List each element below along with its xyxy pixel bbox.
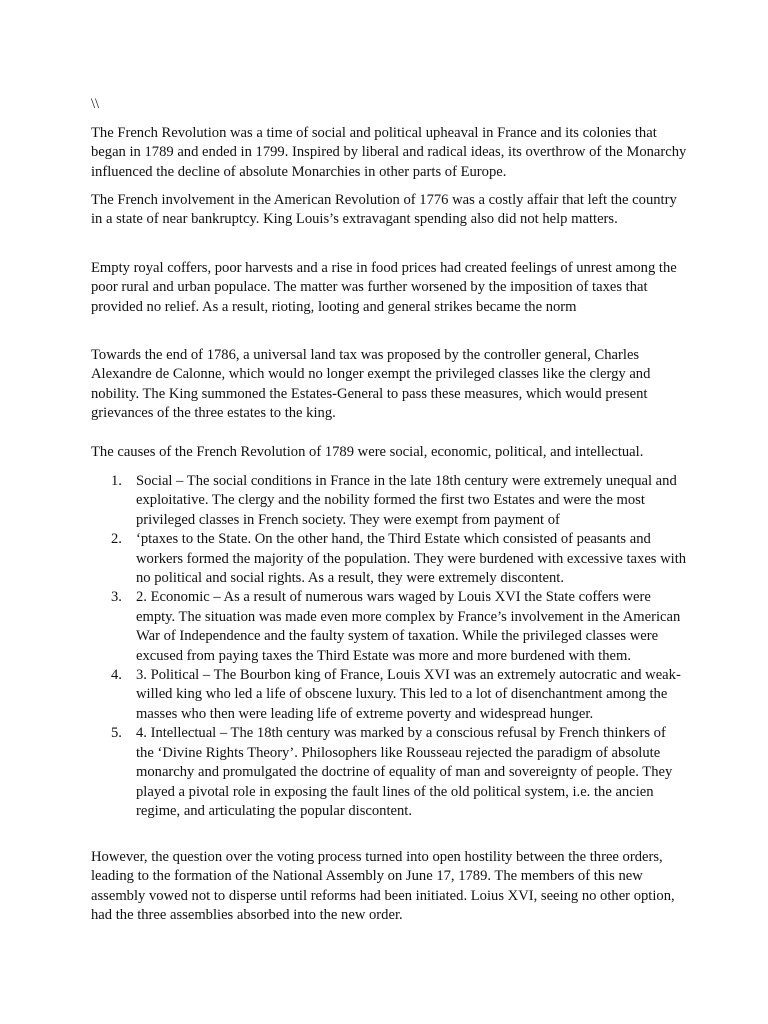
- list-item-text: 2. Economic – As a result of numerous wars waged by Louis XVI the State coffers were empty. The situation was made even more complex by France’s involvement in the American War of Independence and the faulty system of taxation. While the privileged classes were excused from paying taxes the Third Estate was more and more burdened with them.: [136, 589, 681, 664]
- list-item-number: 5.: [111, 725, 122, 742]
- causes-list: [91, 472, 687, 821]
- document-marker: \\: [91, 96, 100, 112]
- paragraph-royal-coffers: Empty royal coffers, poor harvests and a rise in food prices had created feelings of unrest among the poor rural and urban populace. The matter was further worsened by the imposition of taxes that provided no relief. As a result, rioting, looting and general strikes became the norm: [91, 260, 677, 315]
- paragraph-land-tax: Towards the end of 1786, a universal land tax was proposed by the controller general, Charles Alexandre de Calonne, which would no longer exempt the privileged classes like the clergy and nobility. The King summoned the Estates-General to pass these measures, which would present grievances of the three estates to the king.: [91, 347, 651, 422]
- list-item: [91, 530, 687, 588]
- list-item-text: 3. Political – The Bourbon king of France, Louis XVI was an extremely autocratic and weak-willed king who led a life of obscene luxury. This led to a lot of disenchantment among the masses who then were leading life of extreme poverty and widespread hunger.: [136, 667, 681, 722]
- list-item-text: 4. Intellectual – The 18th century was marked by a conscious refusal by French thinkers of the ‘Divine Rights Theory’. Philosophers like Rousseau rejected the paradigm of absolute monarchy and promulgated the doctrine of equality of man and sovereignty of people. They played a pivotal role in exposing the fault lines of the old political system, i.e. the ancien regime, and articulating the popular discontent.: [136, 725, 673, 819]
- list-item-text: ‘ptaxes to the State. On the other hand, the Third Estate which consisted of peasants and workers formed the majority of the population. They were burdened with excessive taxes with no political and social rights. As a result, they were extremely discontent.: [136, 531, 687, 587]
- list-item: [91, 666, 687, 724]
- paragraph-causes-intro: The causes of the French Revolution of 1789 were social, economic, political, and intellectual.: [91, 444, 644, 460]
- paragraph-intro: The French Revolution was a time of social and political upheaval in France and its colonies that began in 1789 and ended in 1799. Inspired by liberal and radical ideas, its overthrow of the Monarchy influenced the decline of absolute Monarchies in other parts of Europe.: [91, 125, 687, 180]
- list-item: [91, 472, 687, 530]
- list-item-number: 2.: [111, 531, 122, 548]
- list-item: [91, 588, 687, 666]
- list-item-number: 4.: [111, 667, 122, 684]
- paragraph-american-revolution: The French involvement in the American Revolution of 1776 was a costly affair that left the country in a state of near bankruptcy. King Louis’s extravagant spending also did not help matters.: [91, 192, 677, 228]
- list-item-number: 1.: [111, 473, 122, 489]
- paragraph-closing: However, the question over the voting process turned into open hostility between the three orders, leading to the formation of the National Assembly on June 17, 1789. The members of this new assembly vowed not to disperse until reforms had been initiated. Loius XVI, seeing no other option, had the three assemblies absorbed into the new order.: [91, 849, 675, 924]
- list-item: [91, 724, 687, 821]
- list-item-number: 3.: [111, 589, 122, 606]
- list-item-text: Social – The social conditions in France in the late 18th century were extremely unequal and exploitative. The clergy and the nobility formed the first two Estates and were the most privileged classes in French society. They were exempt from payment of: [136, 473, 677, 528]
